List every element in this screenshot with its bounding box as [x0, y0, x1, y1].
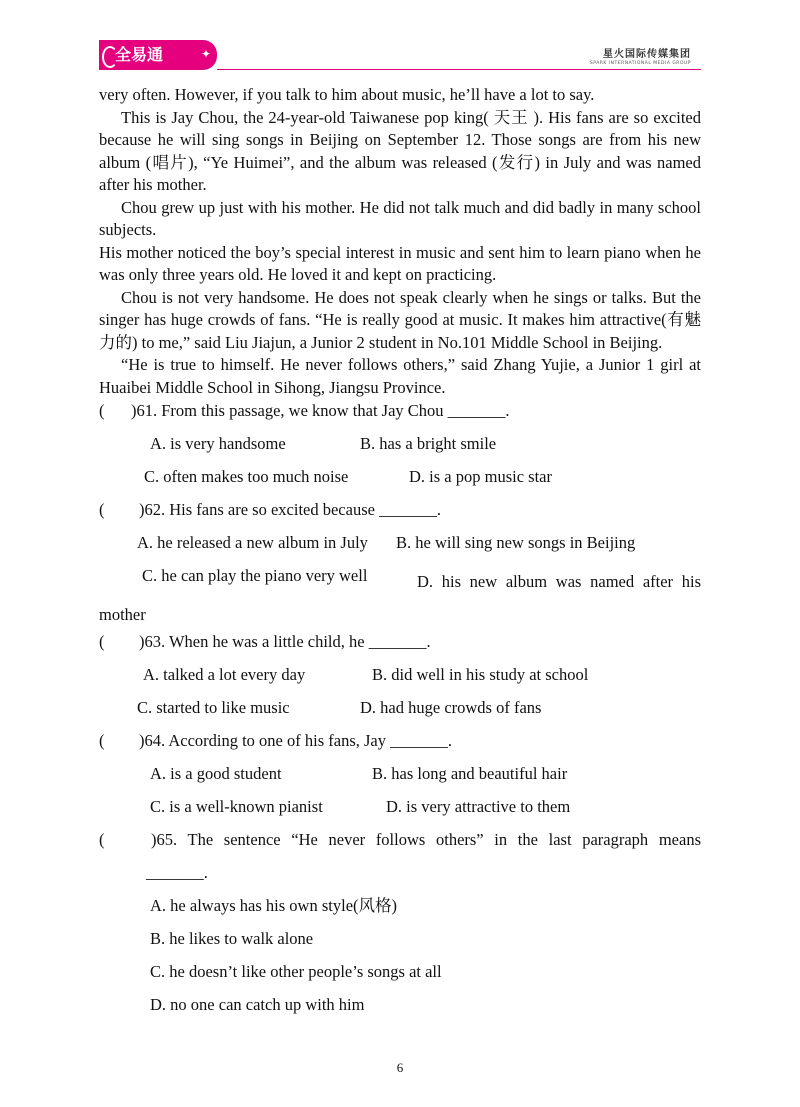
answer-blank: ( [99, 401, 105, 420]
logo-swirl-icon [102, 46, 118, 68]
options-row [99, 565, 701, 631]
logo-text: 全易通 [115, 45, 164, 64]
passage-paragraph: Chou is not very handsome. He does not speak clearly when he sings or talks. But the singer has huge crowds of fans. “He is really good at music. It makes him attractive(有魅力的) to me,” said Liu Jiajun, a Junior 2 student in No.101 Middle School in Beijing. [99, 287, 701, 352]
publisher-name [590, 45, 691, 66]
option-c: C. he can play the piano very well [142, 566, 368, 585]
option-a: A. talked a lot every day [143, 665, 306, 684]
option-b: B. has a bright smile [360, 434, 497, 453]
options-row [99, 895, 701, 928]
options-row [99, 433, 701, 466]
options-row [99, 994, 701, 1027]
answer-blank: ( [99, 500, 105, 519]
option-a: A. is very handsome [150, 434, 286, 453]
options-row [99, 763, 701, 796]
question-text: )64. According to one of his fans, Jay _______. [139, 731, 452, 750]
passage-paragraph: His mother noticed the boy’s special interest in music and sent him to learn piano when he was only three years old. He loved it and kept on practicing. [99, 242, 701, 284]
question-text: )65. The sentence “He never follows others” in the last paragraph means [151, 830, 701, 849]
question-text: )63. When he was a little child, he _______. [139, 632, 431, 651]
option-c: C. often makes too much noise [144, 467, 349, 486]
options-row [99, 664, 701, 697]
options-row [99, 466, 701, 499]
option-d: D. no one can catch up with him [150, 995, 365, 1014]
answer-blank: ( [99, 731, 105, 750]
option-b: B. has long and beautiful hair [372, 764, 568, 783]
header-divider [217, 69, 701, 70]
question-64 [99, 730, 701, 763]
option-b: B. he likes to walk alone [150, 929, 314, 948]
option-b: B. he will sing new songs in Beijing [396, 533, 636, 552]
passage-paragraph: “He is true to himself. He never follows others,” said Zhang Yujie, a Junior 1 girl at Huaibei Middle School in Sihong, Jiangsu Province. [99, 355, 701, 397]
option-c: C. he doesn’t like other people’s songs at all [150, 962, 442, 981]
options-row [99, 532, 701, 565]
question-blank: _______. [146, 863, 208, 882]
passage-paragraph: Chou grew up just with his mother. He did not talk much and did badly in many school subjects. [99, 197, 701, 239]
option-c: C. is a well-known pianist [150, 797, 323, 816]
option-a: A. he released a new album in July [137, 533, 368, 552]
option-a: A. he always has his own style(风格) [150, 896, 398, 915]
options-row [99, 796, 701, 829]
options-row [99, 928, 701, 961]
document-body [99, 84, 701, 1027]
option-b: B. did well in his study at school [372, 665, 589, 684]
question-62 [99, 499, 701, 532]
option-c: C. started to like music [137, 698, 290, 717]
question-63 [99, 631, 701, 664]
brand-logo [99, 40, 217, 70]
option-d: D. is a pop music star [409, 467, 552, 486]
question-text: )61. From this passage, we know that Jay Chou _______. [131, 401, 510, 420]
options-row [99, 961, 701, 994]
options-row [99, 697, 701, 730]
page-header [99, 40, 701, 72]
option-a: A. is a good student [150, 764, 282, 783]
question-61 [99, 400, 701, 433]
option-d: D. his new album was named after his mother [99, 572, 701, 624]
option-d: D. is very attractive to them [386, 797, 571, 816]
answer-blank: ( [99, 632, 105, 651]
sparkle-icon: ✦ [200, 47, 211, 61]
passage-paragraph: This is Jay Chou, the 24-year-old Taiwanese pop king( 天王 ). His fans are so excited because he will sing songs in Beijing on September 12. Those songs are from his new album (唱片), “Ye Huimei”, and the album was released (发行) in July and was named after his mother. [99, 107, 701, 194]
question-65 [99, 829, 701, 862]
passage-paragraph: very often. However, if you talk to him about music, he’ll have a lot to say. [99, 85, 595, 104]
page-number: 6 [396, 1060, 404, 1075]
publisher-name-cn: 星火国际传媒集团 [603, 49, 691, 60]
answer-blank: ( [99, 830, 105, 849]
option-d: D. had huge crowds of fans [360, 698, 542, 717]
publisher-name-en: SPARK INTERNATIONAL MEDIA GROUP [589, 61, 691, 66]
question-blank-row [99, 862, 701, 895]
question-text: )62. His fans are so excited because _______. [139, 500, 441, 519]
